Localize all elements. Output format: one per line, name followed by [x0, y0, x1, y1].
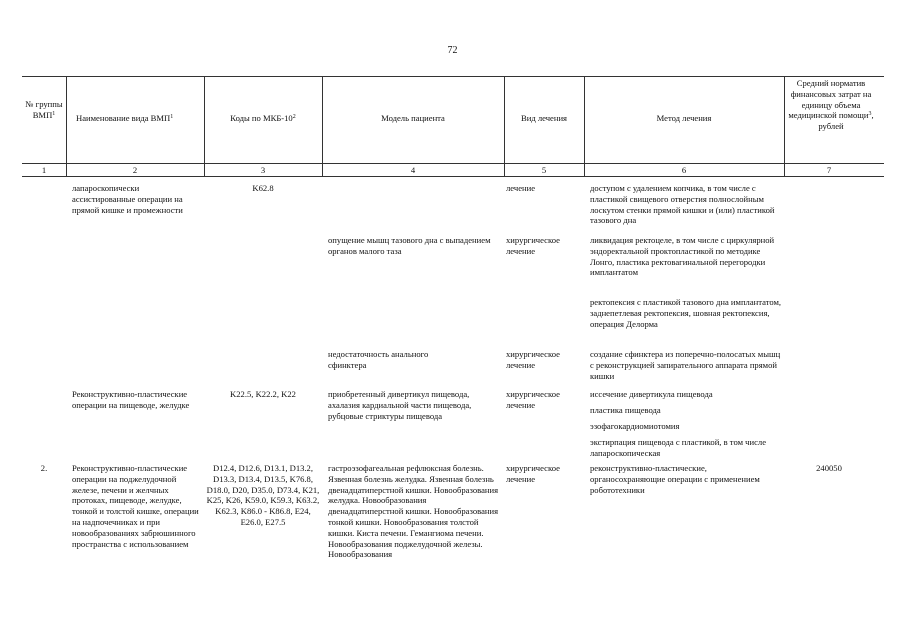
column-divider-5: [584, 76, 585, 176]
page-number: 72: [447, 45, 458, 56]
row4-treatment-method-d: экстирпация пищевода с пластикой, в том числе лапароскопическая: [590, 437, 767, 458]
row4-vmp-name: Реконструктивно-пластические операции на пищеводе, желудке: [72, 389, 190, 410]
row5-patient-model: гастроэзофагеальная рефлюксная болезнь. Язвенная болезнь желудка. Язвенная болезнь двенадцатиперстной кишки. Новообразования желудка. Новообразования двенадцатиперстной кишки. Новообразования тонкой кишки. Новообразования толстой кишки. Киста печени. Гемангиома печени. Новообразования поджелудочной железы. Новообразования: [328, 463, 499, 560]
row5-icd-codes: D12.4, D12.6, D13.1, D13.2, D13.3, D13.4, D13.5, K76.8, D18.0, D20, D35.0, D73.4, K21, K25, K26, K59.0, K59.3, K63.2, K62.3, K86.0 - K86.8, E24, E26.0, E27.5: [206, 463, 320, 527]
row2-treatment-method-a: ликвидация ректоцеле, в том числе с циркулярной эндоректальной проктопластикой по методике Лонго, пластика ректовагинальной перегородки имплантатом: [590, 235, 775, 278]
header-norm-cost: Средний норматив финансовых затрат на единицу объема медицинской помощи$^3$, рублей: [788, 78, 874, 132]
column-number-4: 4: [410, 165, 416, 175]
column-divider-6: [784, 76, 785, 176]
column-number-5: 5: [541, 165, 547, 175]
header-patient-model: Модель пациента: [381, 113, 445, 123]
header-treatment-type: Вид лечения: [520, 113, 568, 123]
row4-icd-codes: K22.5, K22.2, K22: [230, 389, 296, 399]
column-number-6: 6: [681, 165, 687, 175]
row3-patient-model: недостаточность анального сфинктера: [328, 349, 429, 370]
header-vmp-name: Наименование вида ВМП$^1$: [76, 113, 174, 123]
row5-treatment-type: хирургическое лечение: [506, 463, 560, 484]
column-divider-4: [504, 76, 505, 176]
row2-treatment-method-b: ректопексия с пластикой тазового дна имплантатом, заднепетлевая ректопексия, шовная ректопексия, операция Делорма: [590, 297, 782, 329]
row3-treatment-type: хирургическое лечение: [506, 349, 560, 370]
row5-vmp-name: Реконструктивно-пластические операции на поджелудочной железе, печени и желчных протоках, пищеводе, желудке, тонкой и толстой кишке, операции на надпочечниках и при новообразованиях забрюшинного пространства с использованием: [72, 463, 199, 549]
row1-icd-codes: K62.8: [252, 183, 274, 193]
row4-patient-model: приобретенный дивертикул пищевода, ахалазия кардиальной части пищевода, рубцовые стриктуры пищевода: [328, 389, 472, 421]
row4-treatment-method-a: иссечение дивертикула пищевода: [590, 389, 713, 399]
column-number-2: 2: [132, 165, 138, 175]
row4-treatment-method-c: эзофагокардиомиотомия: [590, 421, 680, 431]
row5-treatment-method: реконструктивно-пластические, органосохраняющие операции с применением робототехники: [590, 463, 760, 495]
row1-treatment-method: доступом с удалением копчика, в том числе с пластикой свищевого отверстия полнослойным лоскутом стенки прямой кишки и (или) пластикой тазового дна: [590, 183, 775, 226]
column-divider-3: [322, 76, 323, 176]
row2-patient-model: опущение мышц тазового дна с выпадением органов малого таза: [328, 235, 491, 256]
header-group-no: № группы ВМП$^1$: [25, 99, 63, 120]
column-divider-2: [204, 76, 205, 176]
column-number-rule: [22, 176, 884, 177]
row5-group-no: 2.: [40, 463, 48, 473]
header-treatment-method: Метод лечения: [656, 113, 712, 123]
row4-treatment-type: хирургическое лечение: [506, 389, 560, 410]
table-top-rule: [22, 76, 884, 77]
header-icd-codes: Коды по МКБ-$10^2$: [230, 113, 296, 123]
row4-treatment-method-b: пластика пищевода: [590, 405, 661, 415]
row1-vmp-name: лапароскопически ассистированные операции на прямой кишке и промежности: [72, 183, 183, 215]
row5-norm-cost: 240050: [816, 463, 842, 473]
row1-treatment-type: лечение: [506, 183, 536, 193]
row3-treatment-method: создание сфинктера из поперечно-полосатых мышц с реконструкцией запирательного аппарата прямой кишки: [590, 349, 781, 381]
column-number-7: 7: [826, 165, 832, 175]
row2-treatment-type: хирургическое лечение: [506, 235, 560, 256]
column-number-1: 1: [41, 165, 47, 175]
column-number-3: 3: [260, 165, 266, 175]
header-bottom-rule: [22, 163, 884, 164]
column-divider-1: [66, 76, 67, 176]
